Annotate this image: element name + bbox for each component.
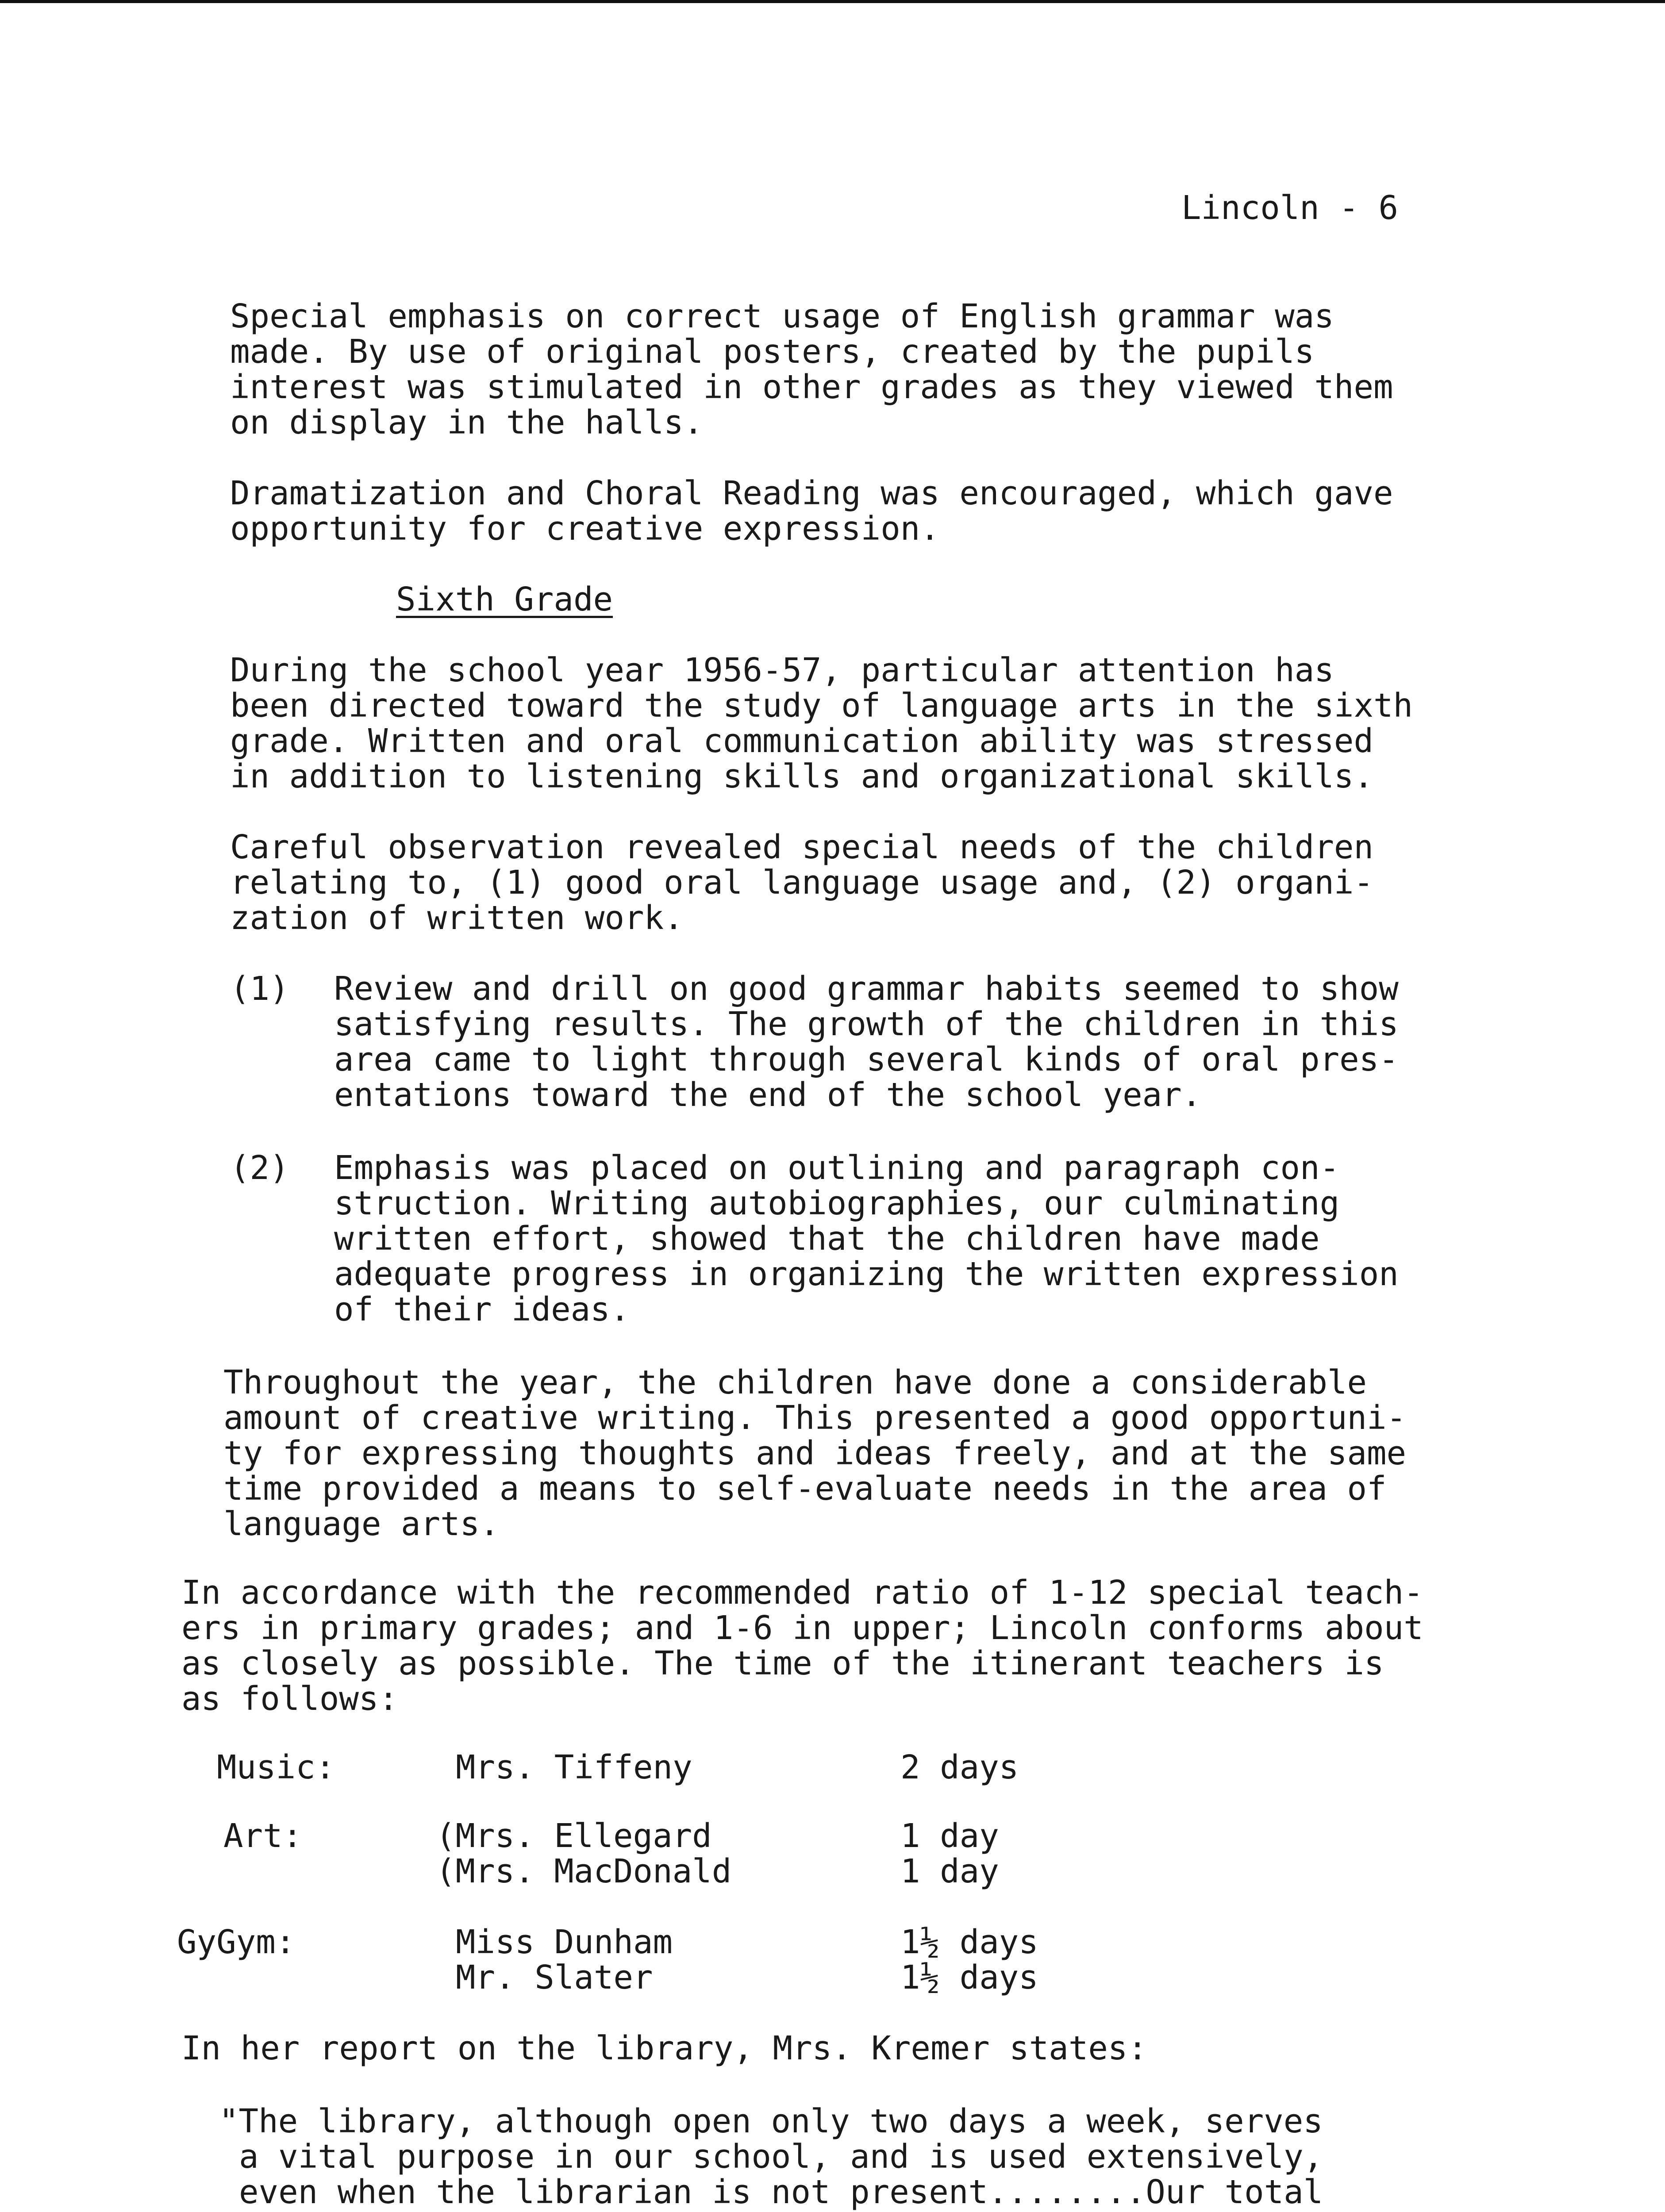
paragraph-5-line-5: language arts. [223, 1505, 500, 1543]
paragraph-6-line-3: as closely as possible. The time of the itinerant teachers is [181, 1644, 1384, 1682]
gym-label: GyGym: [177, 1923, 296, 1961]
art-teacher-2: (Mrs. MacDonald [436, 1852, 732, 1890]
paragraph-4-line-2: relating to, (1) good oral language usage and, (2) organi- [230, 864, 1374, 902]
paragraph-6-line-2: ers in primary grades; and 1-6 in upper; Lincoln conforms about [181, 1609, 1423, 1647]
page-header: Lincoln - 6 [1181, 189, 1399, 227]
paragraph-1-line-3: interest was stimulated in other grades as they viewed them [230, 368, 1393, 406]
quote-line-2: a vital purpose in our school, and is used extensively, [239, 2138, 1323, 2176]
gym-teacher-2: Mr. Slater [456, 1959, 653, 1997]
list-item-1-line-3: area came to light through several kinds of oral pres- [334, 1041, 1399, 1079]
paragraph-1-line-4: on display in the halls. [230, 403, 704, 442]
art-label: Art: [223, 1817, 303, 1855]
paragraph-6-line-4: as follows: [181, 1680, 399, 1718]
paragraph-2-line-1: Dramatization and Choral Reading was encouraged, which gave [230, 474, 1393, 512]
list-item-2-line-1: Emphasis was placed on outlining and paragraph con- [334, 1149, 1340, 1187]
paragraph-3-line-2: been directed toward the study of language arts in the sixth [230, 687, 1413, 725]
list-item-1-line-1: Review and drill on good grammar habits seemed to show [334, 970, 1399, 1008]
paragraph-4-line-3: zation of written work. [230, 899, 684, 937]
gym-time-1: 1½ days [900, 1923, 1038, 1961]
list-item-2-line-3: written effort, showed that the children have made [334, 1220, 1320, 1258]
paragraph-1-line-2: made. By use of original posters, created by the pupils [230, 333, 1315, 371]
paragraph-3-line-1: During the school year 1956-57, particular attention has [230, 651, 1334, 689]
art-time-1: 1 day [900, 1817, 999, 1855]
music-teacher: Mrs. Tiffeny [456, 1748, 692, 1786]
list-item-1-line-2: satisfying results. The growth of the children in this [334, 1005, 1399, 1043]
paragraph-5-line-1: Throughout the year, the children have done a considerable [223, 1363, 1367, 1402]
paragraph-2-line-2: opportunity for creative expression. [230, 510, 940, 548]
paragraph-6-line-1: In accordance with the recommended ratio of 1-12 special teach- [181, 1574, 1423, 1612]
paragraph-7: In her report on the library, Mrs. Kremer states: [181, 2029, 1148, 2067]
paragraph-3-line-3: grade. Written and oral communication ability was stressed [230, 722, 1374, 760]
paragraph-5-line-3: ty for expressing thoughts and ideas freely, and at the same [223, 1434, 1407, 1472]
list-item-2-line-2: struction. Writing autobiographies, our culminating [334, 1184, 1340, 1222]
list-item-1-line-4: entations toward the end of the school year. [334, 1076, 1202, 1114]
art-time-2: 1 day [900, 1852, 999, 1890]
list-item-2-line-4: adequate progress in organizing the written expression [334, 1255, 1399, 1293]
music-label: Music: [217, 1748, 335, 1786]
music-time: 2 days [900, 1748, 1019, 1786]
paragraph-5-line-4: time provided a means to self-evaluate needs in the area of [223, 1470, 1387, 1508]
paragraph-3-line-4: in addition to listening skills and organizational skills. [230, 757, 1374, 795]
section-heading: Sixth Grade [396, 580, 613, 618]
quote-line-3: even when the librarian is not present........Our total [239, 2173, 1323, 2211]
gym-time-2: 1½ days [900, 1959, 1038, 1997]
list-item-2-marker: (2) [230, 1149, 289, 1187]
paragraph-1-line-1: Special emphasis on correct usage of English grammar was [230, 297, 1334, 335]
list-item-1-marker: (1) [230, 970, 289, 1008]
paragraph-5-line-2: amount of creative writing. This presented a good opportuni- [223, 1399, 1407, 1437]
paragraph-4-line-1: Careful observation revealed special needs of the children [230, 828, 1374, 866]
list-item-2-line-5: of their ideas. [334, 1290, 630, 1329]
quote-line-1: "The library, although open only two days a week, serves [219, 2102, 1323, 2140]
gym-teacher-1: Miss Dunham [456, 1923, 673, 1961]
art-teacher-1: (Mrs. Ellegard [436, 1817, 712, 1855]
